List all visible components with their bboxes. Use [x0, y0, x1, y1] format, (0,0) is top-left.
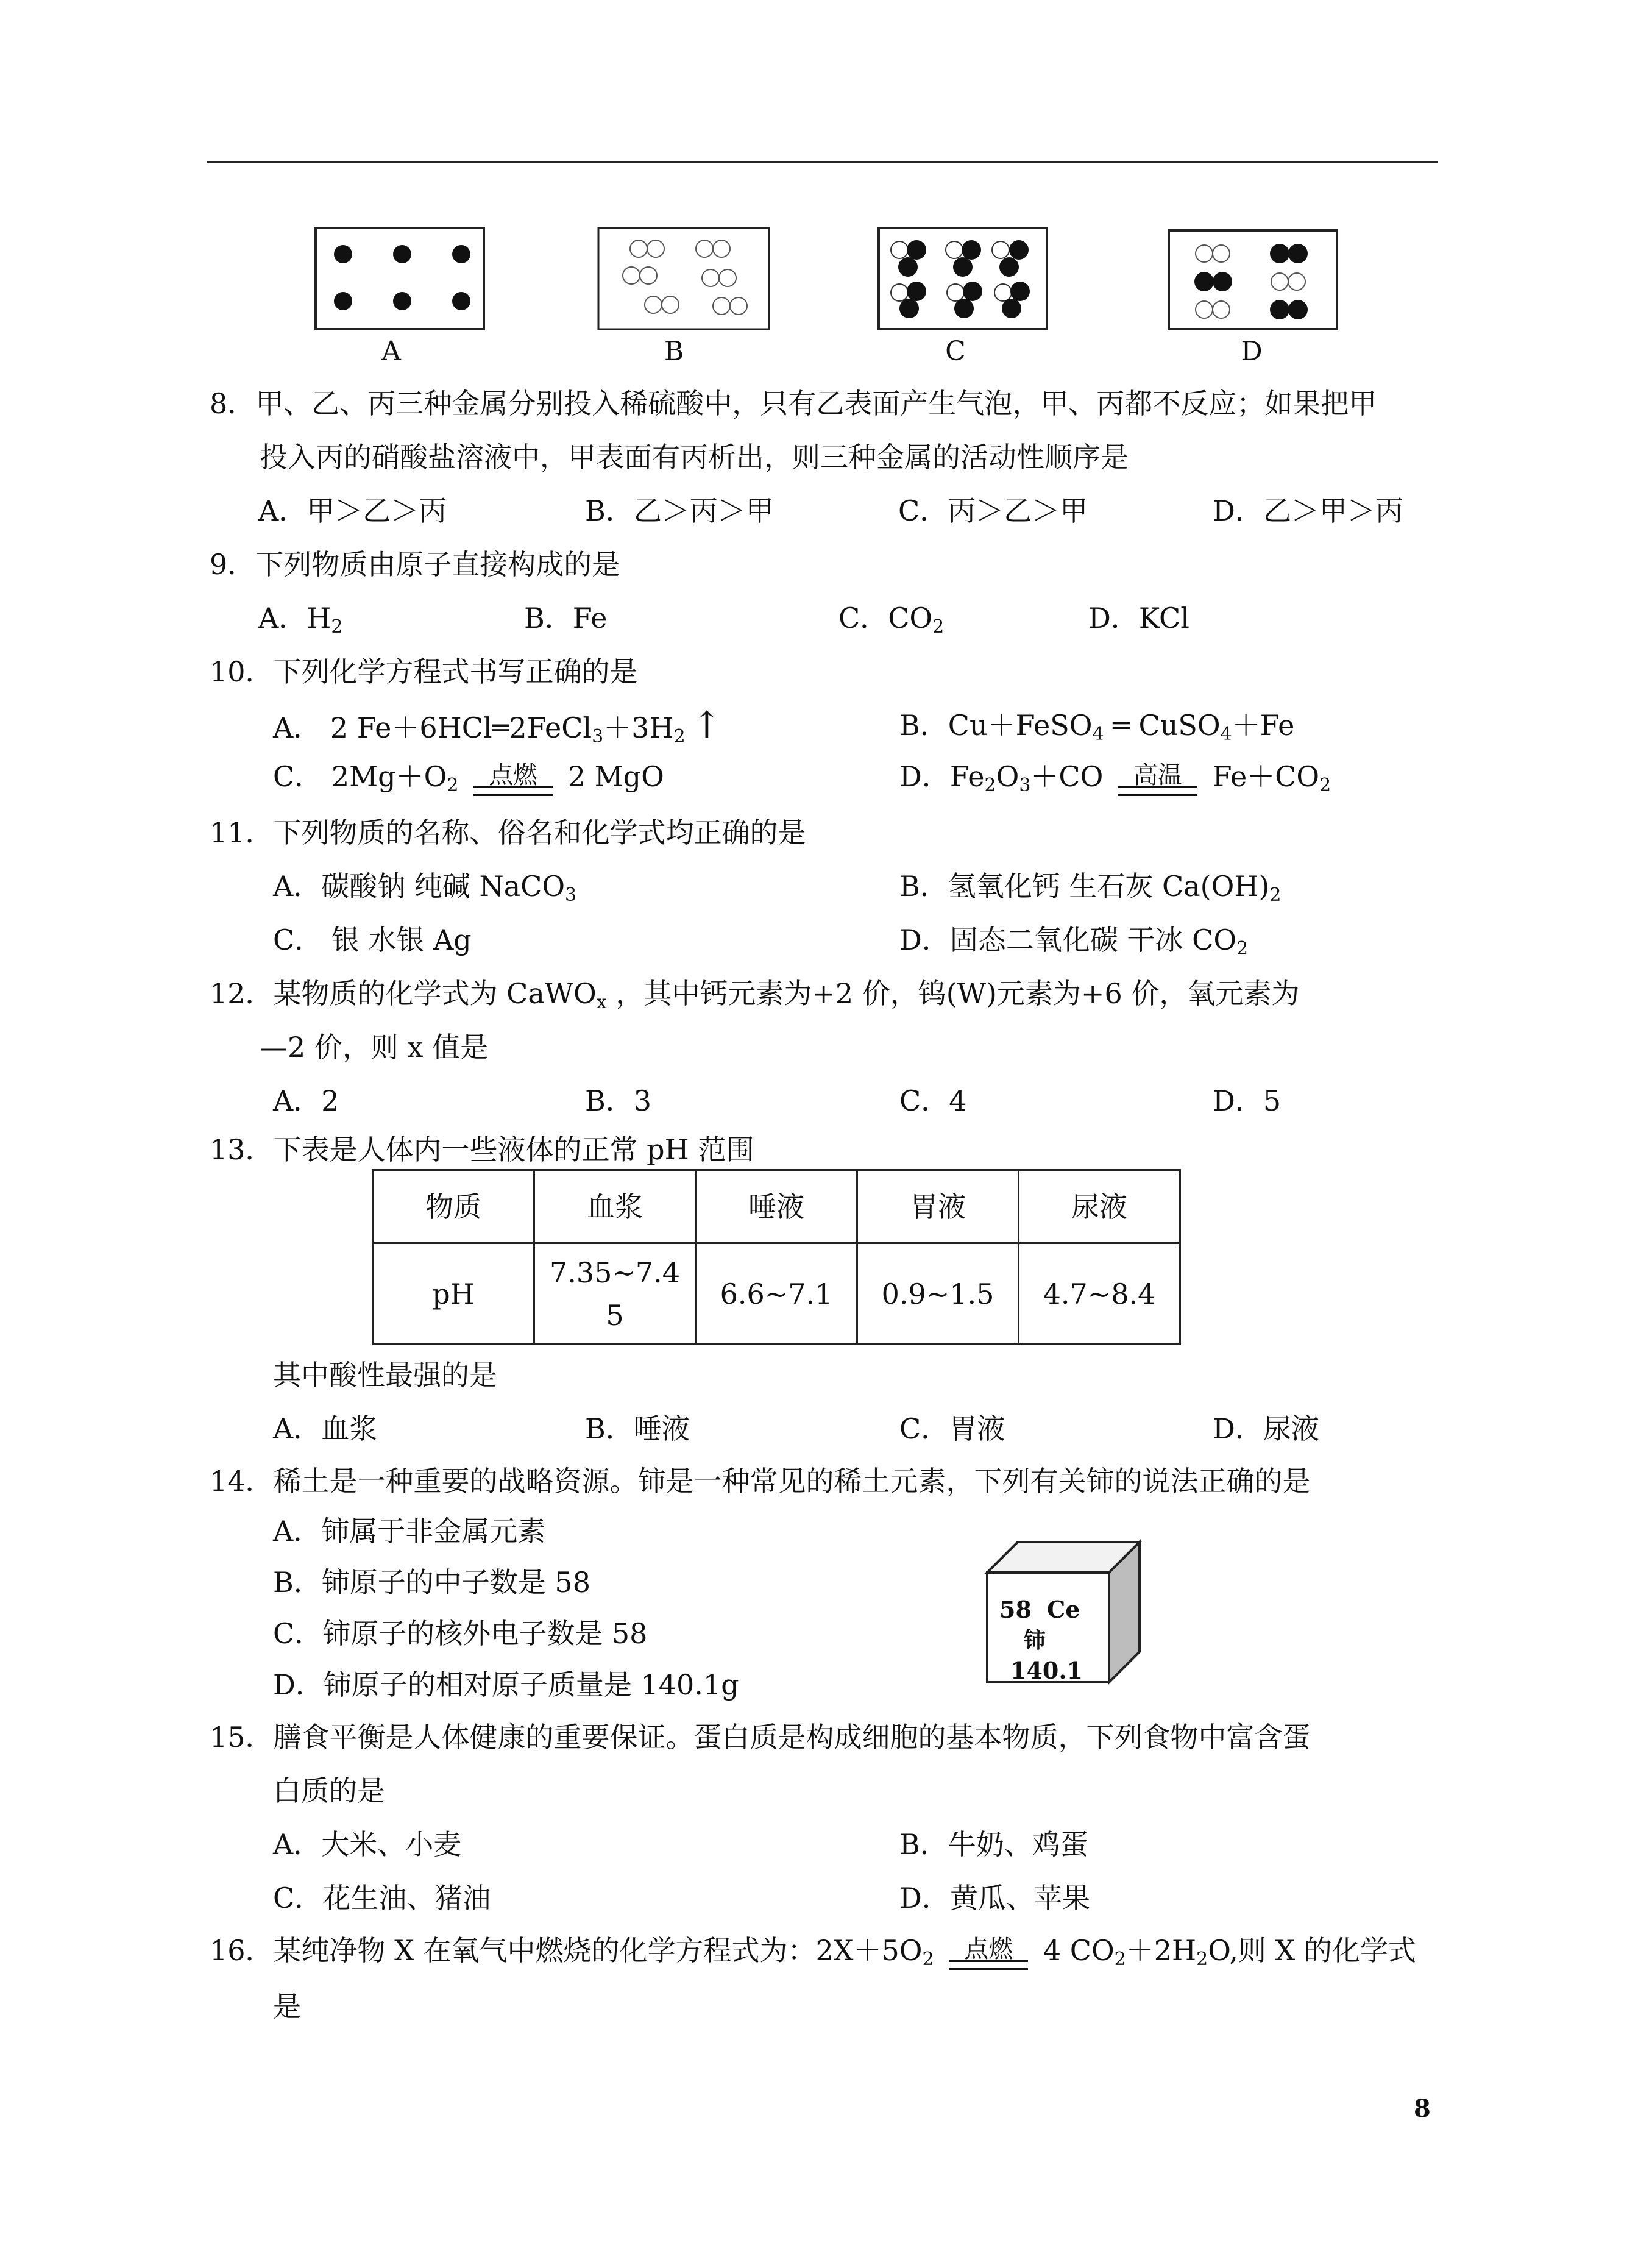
figure-label-a: A	[381, 336, 401, 367]
q10-a-mid: ＋3H	[603, 711, 674, 744]
q10-option-b	[899, 707, 1294, 744]
page-number: 8	[1414, 2094, 1431, 2123]
q14-option-a: A．铈属于非金属元素	[273, 1515, 546, 1548]
box-d	[1169, 230, 1337, 329]
q9-stem: 9．下列物质由原子直接构成的是	[210, 548, 620, 581]
q10-b-sub1: 4	[1092, 723, 1104, 745]
q8-option-d: D．乙＞甲＞丙	[1213, 494, 1403, 527]
figure-label-d: D	[1241, 336, 1263, 367]
q8-line1: 8．甲、乙、丙三种金属分别投入稀硫酸中，只有乙表面产生气泡，甲、丙都不反应；如果把甲	[210, 387, 1377, 420]
ph-table	[372, 1169, 1181, 1345]
q9-a-text: A．H	[258, 602, 332, 635]
ph-saliva-value: 6.6~7.1	[696, 1243, 857, 1345]
q9-option-b: B．Fe	[524, 602, 608, 635]
q12-line1-text: 12．某物质的化学式为 CaWO	[210, 977, 597, 1010]
ph-header-urine: 尿液	[1019, 1170, 1180, 1243]
ph-header-substance: 物质	[373, 1170, 534, 1243]
q8-option-c: C．丙＞乙＞甲	[898, 494, 1088, 527]
ph-urine-value: 4.7~8.4	[1019, 1243, 1180, 1345]
q10-d-condition	[1118, 762, 1197, 796]
box-b-particles	[623, 240, 747, 315]
q11-b-text: B．氢氧化钙 生石灰 Ca(OH)	[899, 870, 1270, 903]
q10-d-mid1: O	[996, 760, 1019, 793]
q11-d-sub: 2	[1236, 938, 1249, 959]
q16-text: 16．某纯净物 X 在氧气中燃烧的化学方程式为：2X＋5O	[210, 1934, 923, 1967]
q15-option-d: D．黄瓜、苹果	[899, 1882, 1090, 1914]
q10-c-post: 2 MgO	[567, 760, 664, 793]
q16-sub1: 2	[922, 1949, 934, 1970]
q10-c-text: C． 2Mg＋O	[273, 760, 447, 793]
q14-option-c: C．铈原子的核外电子数是 58	[273, 1617, 648, 1650]
q14-option-d: D．铈原子的相对原子质量是 140.1g	[273, 1668, 739, 1701]
particle-figures	[0, 0, 1638, 378]
q13-after: 其中酸性最强的是	[273, 1359, 497, 1392]
q16-post: O,则 X 的化学式	[1208, 1934, 1416, 1967]
up-arrow-icon: ↑	[691, 704, 722, 747]
q10-option-d	[899, 758, 1331, 796]
q16-condition	[949, 1936, 1028, 1970]
q12-line1-post: ，其中钙元素为+2 价，钨(W)元素为+6 价，氧元素为	[606, 977, 1300, 1010]
q15-option-b: B．牛奶、鸡蛋	[899, 1828, 1088, 1861]
q11-stem: 11．下列物质的名称、俗名和化学式均正确的是	[210, 816, 806, 849]
q9-option-d: D．KCl	[1088, 602, 1190, 635]
box-a	[316, 228, 484, 329]
element-name: 铈	[1024, 1627, 1046, 1653]
ph-plasma-value	[534, 1243, 696, 1345]
q13-option-a: A．血浆	[273, 1412, 378, 1445]
q11-option-c: C． 银 水银 Ag	[273, 923, 472, 956]
q16-sub3: 2	[1196, 1949, 1208, 1970]
q13-option-d: D．尿液	[1213, 1412, 1319, 1445]
q15-line2: 白质的是	[273, 1774, 385, 1807]
q11-option-b	[899, 868, 1281, 905]
q10-b-sub2: 4	[1220, 723, 1232, 745]
q14-option-b: B．铈原子的中子数是 58	[273, 1566, 590, 1599]
q12-line1	[210, 975, 1299, 1012]
q10-c-sub: 2	[447, 775, 459, 796]
q10-d-mid2: ＋CO	[1030, 760, 1104, 793]
q11-option-a	[273, 868, 576, 905]
ph-row-label: pH	[373, 1243, 534, 1345]
q12-line1-sub: x	[596, 992, 607, 1013]
ph-header-saliva: 唾液	[696, 1170, 857, 1243]
q16-mid: 4 CO	[1043, 1934, 1115, 1967]
q14-stem: 14．稀土是一种重要的战略资源。铈是一种常见的稀土元素，下列有关铈的说法正确的是	[210, 1465, 1311, 1498]
q10-c-cond-text: 点燃	[489, 761, 538, 789]
q15-option-a: A．大米、小麦	[273, 1828, 462, 1861]
q10-c-condition	[473, 762, 553, 796]
box-d-particles	[1194, 244, 1308, 319]
q13-option-c: C．胃液	[899, 1412, 1005, 1445]
figure-label-b: B	[664, 336, 684, 367]
q10-b-text: B．Cu＋FeSO	[899, 709, 1093, 742]
q15-option-c: C．花生油、猪油	[273, 1882, 491, 1914]
q12-option-c: C．4	[899, 1084, 967, 1117]
q13-option-b: B．唾液	[585, 1412, 690, 1445]
ph-table-row	[373, 1243, 1180, 1345]
q9-c-sub: 2	[932, 616, 945, 638]
q16-line1	[210, 1932, 1416, 1970]
q10-d-cond-text: 高温	[1133, 761, 1182, 789]
box-c-particles	[891, 240, 1030, 318]
q9-option-a	[258, 600, 342, 636]
q11-option-d	[899, 922, 1248, 958]
q10-a-text: A． 2 Fe＋6HCl═2FeCl	[273, 711, 592, 744]
q8-option-a: A．甲＞乙＞丙	[258, 494, 447, 527]
element-mass: 140.1	[1010, 1657, 1083, 1684]
q10-stem: 10．下列化学方程式书写正确的是	[210, 655, 638, 688]
box-a-particles	[334, 245, 470, 310]
q10-a-sub2: 2	[673, 726, 686, 747]
q16-line2: 是	[273, 1990, 301, 2023]
q11-d-text: D．固态二氧化碳 干冰 CO	[899, 923, 1237, 956]
ph-table-header-row	[373, 1170, 1180, 1243]
q10-option-a	[273, 704, 722, 747]
q12-option-a: A．2	[273, 1084, 339, 1117]
element-number: 58	[999, 1596, 1032, 1623]
q15-line1: 15．膳食平衡是人体健康的重要保证。蛋白质是构成细胞的基本物质，下列食物中富含蛋	[210, 1721, 1311, 1754]
figure-label-c: C	[945, 336, 966, 367]
q10-b-post: ＋Fe	[1232, 709, 1295, 742]
q11-a-text: A．碳酸钠 纯碱 NaCO	[273, 870, 566, 903]
q9-c-text: C．CO	[838, 602, 933, 635]
q10-d-text: D．Fe	[899, 760, 985, 793]
element-symbol: Ce	[1047, 1596, 1080, 1623]
q11-a-sub: 3	[565, 884, 577, 906]
q13-stem: 13．下表是人体内一些液体的正常 pH 范围	[210, 1133, 754, 1166]
q10-b-mid: ═ CuSO	[1104, 709, 1221, 742]
ph-header-plasma: 血浆	[534, 1170, 696, 1243]
q12-option-b: B．3	[585, 1084, 652, 1117]
ph-gastric-value: 0.9~1.5	[857, 1243, 1019, 1345]
q16-sub2: 2	[1114, 1949, 1126, 1970]
q10-d-post: Fe＋CO	[1212, 760, 1320, 793]
q8-option-b: B．乙＞丙＞甲	[585, 494, 774, 527]
q10-option-c	[273, 758, 664, 796]
q16-cond-text: 点燃	[964, 1935, 1013, 1963]
q11-b-sub: 2	[1269, 884, 1282, 906]
q12-line2: —2 价，则 x 值是	[260, 1031, 489, 1064]
q12-option-d: D．5	[1213, 1084, 1282, 1117]
q9-a-sub: 2	[331, 616, 343, 638]
q9-option-c	[838, 600, 944, 636]
ph-plasma-line1: 7.35~7.4	[549, 1256, 681, 1289]
q8-line2: 投入丙的硝酸盐溶液中，甲表面有丙析出，则三种金属的活动性顺序是	[260, 441, 1129, 474]
q10-d-sub2: 3	[1019, 775, 1031, 796]
q10-d-sub1: 2	[984, 775, 996, 796]
q10-d-sub3: 2	[1319, 775, 1331, 796]
ph-header-gastric: 胃液	[857, 1170, 1019, 1243]
q10-a-sub1: 3	[592, 726, 604, 747]
ph-plasma-line2: 5	[606, 1298, 624, 1332]
q16-mid2: ＋2H	[1126, 1934, 1197, 1967]
